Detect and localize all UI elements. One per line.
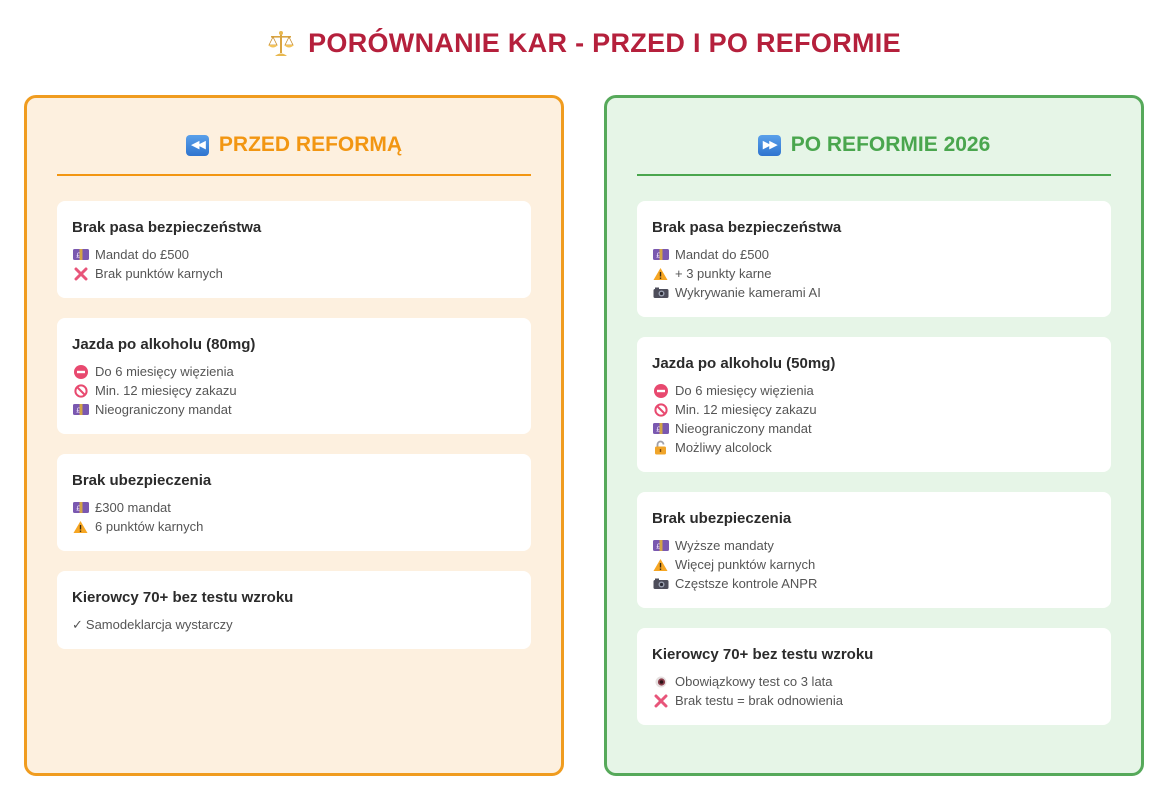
rewind-icon: ◀◀ [186,135,209,156]
money-icon [652,538,669,553]
card-title: Kierowcy 70+ bez testu wzroku [72,589,294,606]
list-item: Do 6 miesięcy więzienia [72,362,516,381]
list-item: Do 6 miesięcy więzienia [652,381,1096,400]
money-icon [652,421,669,436]
list-item: £ Nieograniczony mandat [72,400,516,419]
card-no-insurance [57,454,531,551]
list-item: Więcej punktów karnych [652,555,1096,574]
svg-text:£: £ [655,251,660,260]
page-title [0,28,1167,59]
no-entry-icon [652,383,669,398]
warning-icon [652,557,669,572]
panel-before-reform [24,95,564,776]
list-item: Częstsze kontrole ANPR [652,574,1096,593]
warning-icon [72,519,89,534]
panel-header-before [57,130,531,176]
no-entry-icon [72,364,89,379]
panel-after-reform [604,95,1144,776]
list-item: Wykrywanie kamerami AI [652,283,1096,302]
card-title: Brak pasa bezpieczeństwa [652,219,842,236]
card-title: Brak ubezpieczenia [652,510,792,527]
svg-text:£: £ [75,504,80,513]
card-title: Brak ubezpieczenia [72,472,212,489]
list-item: Min. 12 miesięcy zakazu [652,400,1096,419]
card-title: Jazda po alkoholu (80mg) [72,336,256,353]
list-item: £ £300 mandat [72,498,516,517]
money-icon [72,402,89,417]
money-icon [72,500,89,515]
fast-forward-icon: ▶▶ [758,135,781,156]
panel-header-after [637,130,1111,176]
scale-icon [266,29,296,59]
list-item: Brak punktów karnych [72,264,516,283]
prohibited-icon [652,402,669,417]
lock-icon [652,440,669,455]
money-icon [652,247,669,262]
camera-icon [652,576,669,591]
svg-text:£: £ [75,406,80,415]
camera-icon [652,285,669,300]
list-item: £ Nieograniczony mandat [652,419,1096,438]
list-item: 6 punktów karnych [72,517,516,536]
list-item: Możliwy alcolock [652,438,1096,457]
list-item: £ Mandat do £500 [652,245,1096,264]
prohibited-icon [72,383,89,398]
list-item: Brak testu = brak odnowienia [652,691,1096,710]
card-elderly-drivers [637,628,1111,725]
list-item: Min. 12 miesięcy zakazu [72,381,516,400]
card-title: Kierowcy 70+ bez testu wzroku [652,646,874,663]
cross-icon [72,266,89,281]
warning-icon [652,266,669,281]
cross-icon [652,693,669,708]
card-drink-driving [637,337,1111,472]
list-item: £ Mandat do £500 [72,245,516,264]
list-item: ✓ Samodeklarcja wystarczy [72,617,233,632]
svg-text:£: £ [75,251,80,260]
svg-text:£: £ [655,425,660,434]
card-no-insurance [637,492,1111,608]
card-elderly-drivers [57,571,531,649]
card-seatbelt [637,201,1111,317]
page-title-text: PORÓWNANIE KAR - PRZED I PO REFORMIE [308,28,901,58]
list-item: Obowiązkowy test co 3 lata [652,672,1096,691]
panel-title: PRZED REFORMĄ [218,133,403,156]
list-item: + 3 punkty karne [652,264,1096,283]
check-icon: ✓ [72,617,83,632]
card-title: Jazda po alkoholu (50mg) [652,355,836,372]
list-item: £ Wyższe mandaty [652,536,1096,555]
panel-title: PO REFORMIE 2026 [790,133,991,156]
card-title: Brak pasa bezpieczeństwa [72,219,262,236]
svg-text:£: £ [655,542,660,551]
card-drink-driving [57,318,531,434]
eye-icon [652,674,669,689]
money-icon [72,247,89,262]
card-seatbelt [57,201,531,298]
